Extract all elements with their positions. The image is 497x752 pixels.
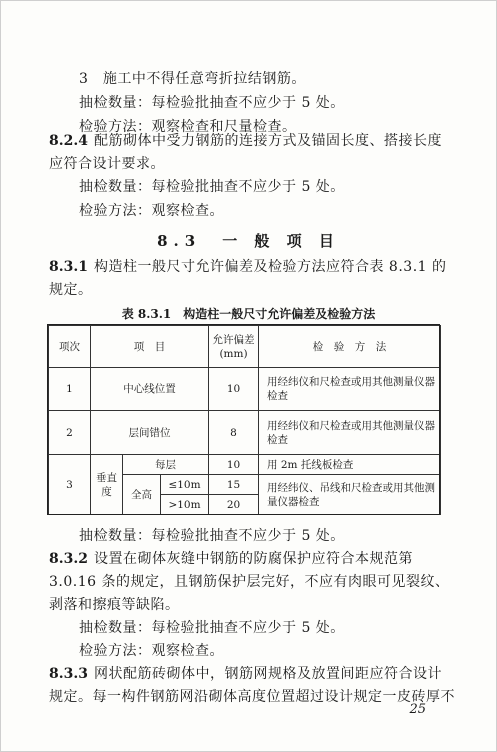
clause-8-3-2 (49, 550, 413, 568)
header-tolerance-label: 允许偏差 (212, 333, 255, 346)
cell-no: 3 (49, 455, 91, 515)
cell-tolerance: 10 (209, 455, 259, 475)
header-tolerance-unit: (mm) (219, 347, 248, 360)
cell-tolerance: 8 (209, 411, 259, 455)
page-number: 25 (409, 702, 426, 717)
cell-subitem: 全高 (123, 475, 161, 515)
cell-no: 1 (49, 368, 91, 411)
clause-8-3-3 (49, 665, 442, 683)
cell-subitem: 每层 (123, 455, 209, 475)
cell-method: 用 2m 托线板检查 (259, 455, 441, 475)
cell-method: 用经纬仪和尺检查或用其他测量仪器检查 (259, 368, 441, 411)
cell-item: 层间错位 (91, 411, 209, 455)
clause-number: 8.3.2 (49, 551, 88, 567)
text-line: 抽检数量：每检验批抽查不应少于 5 处。 (79, 528, 345, 544)
cell-tolerance: 10 (209, 368, 259, 411)
text-line: 规定。每一构件钢筋网沿砌体高度位置超过设计规定一皮砖厚不 (49, 689, 455, 705)
clause-text: 网状配筋砖砌体中，钢筋网规格及放置间距应符合设计 (93, 666, 442, 682)
header-method: 检 验 方 法 (259, 326, 441, 368)
text-line: 应符合设计要求。 (49, 156, 165, 172)
cell-tolerance: 20 (209, 495, 259, 515)
clause-number: 8.3.3 (49, 666, 88, 682)
cell-range: >10m (161, 495, 209, 515)
text-line: 抽检数量：每检验批抽查不应少于 5 处。 (79, 179, 345, 195)
header-tolerance (209, 326, 259, 368)
table-caption: 表 8.3.1 构造柱一般尺寸允许偏差及检验方法 (121, 307, 376, 321)
clause-number: 8.3.1 (49, 259, 88, 275)
table-header-row (49, 326, 441, 368)
clause-text: 设置在砌体灰缝中钢筋的防腐保护应符合本规范第 (93, 551, 413, 567)
cell-tolerance: 15 (209, 475, 259, 495)
text-line: 规定。 (49, 282, 93, 298)
text-line: 3.0.16 条的规定，且钢筋保护层完好，不应有肉眼可见裂纹、 (49, 574, 450, 590)
header-item: 项 目 (91, 326, 209, 368)
text-line: 检验方法：观察检查和尺量检查。 (79, 119, 297, 135)
table-row (49, 455, 441, 475)
section-heading: 8.3 一 般 项 目 (157, 232, 340, 250)
cell-no: 2 (49, 411, 91, 455)
cell-item: 垂直度 (91, 455, 123, 515)
clause-text: 构造柱一般尺寸允许偏差及检验方法应符合表 8.3.1 的 (93, 259, 447, 275)
tolerance-table (48, 325, 441, 515)
clause-8-2-4 (49, 132, 442, 150)
text-line: 抽检数量：每检验批抽查不应少于 5 处。 (79, 95, 345, 111)
text-line: 检验方法：观察检查。 (79, 203, 224, 219)
text-line: 检验方法：观察检查。 (79, 643, 224, 659)
cell-range: ≤10m (161, 475, 209, 495)
table-row (49, 368, 441, 411)
clause-text: 配筋砌体中受力钢筋的连接方式及锚固长度、搭接长度 (93, 133, 442, 149)
cell-method: 用经纬仪和尺检查或用其他测量仪器检查 (259, 411, 441, 455)
cell-method: 用经纬仪、吊线和尺检查或用其他测量仪器检查 (259, 475, 441, 515)
header-no: 项次 (49, 326, 91, 368)
text-line: 剥落和擦痕等缺陷。 (49, 597, 180, 613)
text-line: 抽检数量：每检验批抽查不应少于 5 处。 (79, 620, 345, 636)
clause-8-3-1 (49, 258, 447, 276)
cell-item: 中心线位置 (91, 368, 209, 411)
clause-number: 8.2.4 (49, 133, 88, 149)
table-row (49, 411, 441, 455)
text-line: 3 施工中不得任意弯折拉结钢筋。 (79, 71, 306, 87)
